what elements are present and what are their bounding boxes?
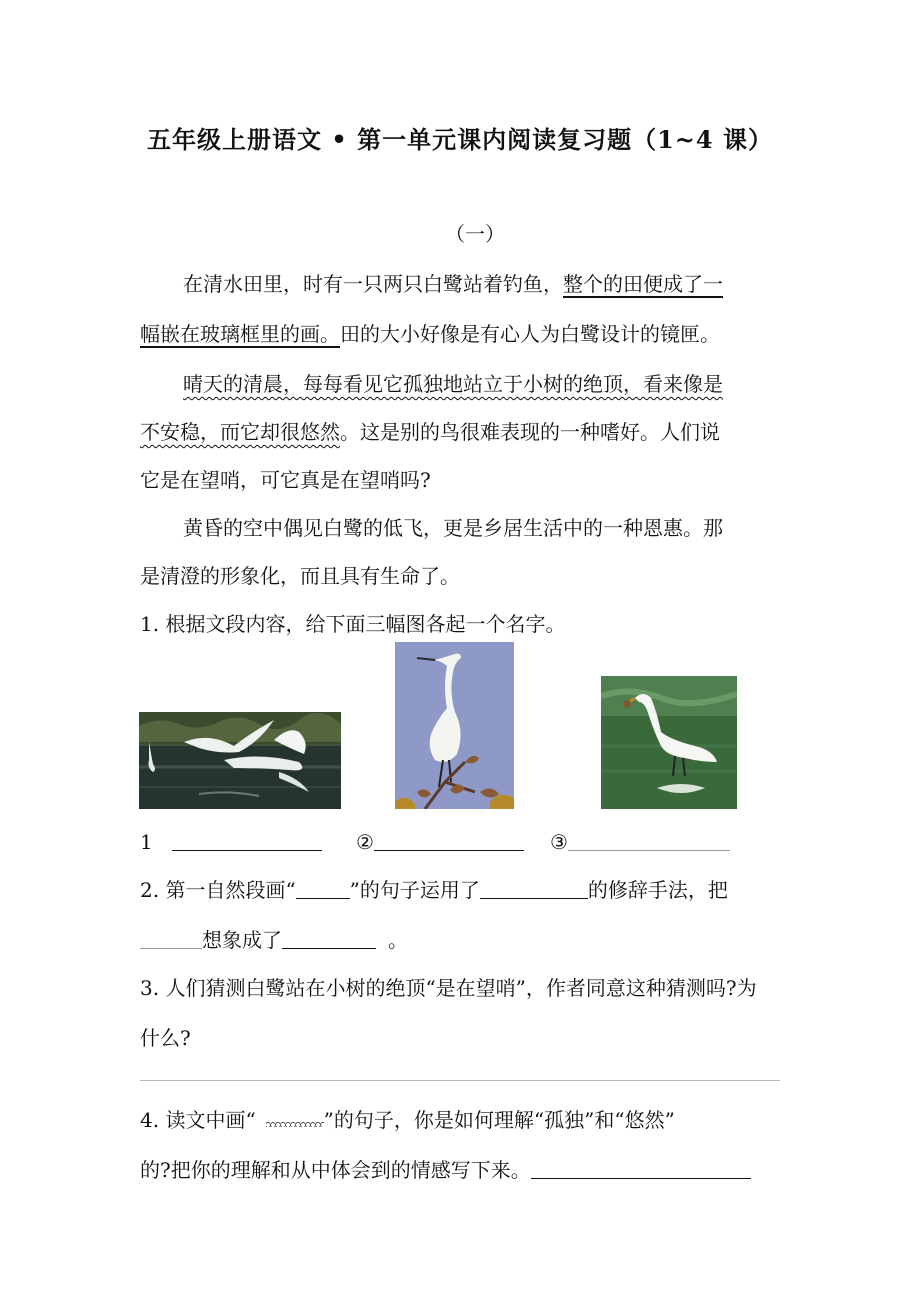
question-4-cont: 的?把你的理解和从中体会到的情感写下来。 [140, 1154, 751, 1183]
question-2-cont: 想象成了 。 [140, 924, 408, 953]
passage-line [183, 368, 723, 397]
wavy-underlined-sentence: 不安稳，而它却很悠然 [140, 420, 340, 444]
answer-line[interactable] [140, 1080, 780, 1081]
underlined-sentence: 整个的田便成了一 [563, 272, 723, 296]
answer-blank[interactable] [140, 928, 202, 949]
question-4: 4. 读文中画“ ”的句子，你是如何理解“孤独”和“悠然” [140, 1108, 675, 1132]
image-label-1: 1 [140, 830, 153, 854]
wavy-underlined-sentence: 晴天的清晨，每每看见它孤独地站立于小树的绝顶，看来像是 [183, 372, 723, 396]
answer-blank[interactable] [480, 878, 588, 899]
perched-egret-photo [395, 642, 514, 809]
question-3-cont: 什么? [140, 1026, 191, 1050]
flying-egrets-photo [139, 712, 341, 809]
underlined-sentence: 幅嵌在玻璃框里的画。 [140, 322, 340, 346]
answer-blank-1[interactable] [172, 830, 322, 851]
passage-line: 不安稳，而它却很悠然。这是别的鸟很难表现的一种嗜好。人们说 [140, 420, 720, 444]
wavy-line-marker [266, 1115, 324, 1127]
passage-line: 幅嵌在玻璃框里的画。田的大小好像是有心人为白鹭设计的镜匣。 [140, 322, 720, 346]
answer-blank[interactable] [296, 878, 350, 899]
passage-line: 黄昏的空中偶见白鹭的低飞，更是乡居生活中的一种恩惠。那 [183, 516, 723, 540]
image-label-3: ③ [550, 830, 730, 854]
page-title: 五年级上册语文 • 第一单元课内阅读复习题（1~4 课） [147, 125, 773, 154]
passage-line: 它是在望哨，可它真是在望哨吗? [140, 468, 431, 492]
answer-blank[interactable] [531, 1158, 751, 1179]
passage-line: 在清水田里，时有一只两只白鹭站着钓鱼，整个的田便成了一 [183, 272, 723, 296]
question-2: 2. 第一自然段画“ ”的句子运用了 的修辞手法，把 [140, 878, 728, 902]
answer-blank-3[interactable] [568, 830, 730, 851]
fishing-egret-photo [601, 676, 737, 809]
answer-blank[interactable] [282, 928, 376, 949]
answer-blank-2[interactable] [374, 830, 524, 851]
question-3: 3. 人们猜测白鹭站在小树的绝顶“是在望哨”，作者同意这种猜测吗?为 [140, 976, 757, 1000]
section-heading: （一） [445, 222, 505, 246]
passage-line: 是清澄的形象化，而且具有生命了。 [140, 564, 460, 588]
image-label-2: ② [356, 830, 524, 854]
question-1: 1. 根据文段内容，给下面三幅图各起一个名字。 [140, 612, 566, 636]
